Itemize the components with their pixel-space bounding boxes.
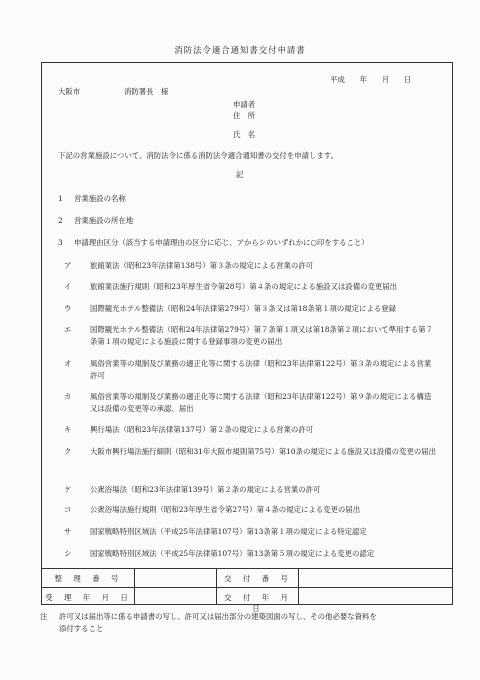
section-1-number: 1	[58, 194, 63, 203]
section-3-number: 3	[58, 238, 63, 247]
note-prefix: 注	[40, 612, 48, 621]
reason-key: ケ	[64, 485, 72, 494]
intro-text: 下記の営業施設について、消防法令に係る消防法令適合通知書の交付を申請します。	[58, 151, 338, 160]
reason-key: キ	[64, 425, 72, 434]
recipient-city: 大阪市	[58, 87, 81, 96]
reason-key: コ	[64, 505, 72, 514]
reason-text: 国際観光ホテル整備法（昭和24年法律第279号）第３条又は第18条第１項の規定による登録	[90, 304, 397, 313]
ki-heading: 記	[236, 170, 244, 179]
received-date-label: 受 理 年 月 日	[45, 593, 130, 602]
section-3-label: 申請理由区分（該当する申請理由の区分に応じ、アからシのいずれかに○印をすること）	[74, 238, 369, 247]
note-line-2: 添付すること	[59, 624, 104, 633]
reason-key: ア	[64, 261, 72, 270]
reason-text: 風俗営業等の規制及び業務の適正化等に関する法律（昭和23年法律第122号）第３条の規定による営業許可	[90, 359, 432, 380]
reason-text: 旅館業法施行規則（昭和23年厚生省令第28号）第４条の規定による施設又は設備の変更届出	[90, 282, 398, 291]
reason-text: 風俗営業等の規制及び業務の適正化等に関する法律（昭和23年法律第122号）第９条の規定による構造又は設備の変更等の承認、届出	[90, 392, 432, 413]
reason-text: 公衆浴場法施行規則（昭和23年厚生省令第27号）第４条の規定による変更の届出	[90, 505, 361, 514]
reason-text: 旅館業法（昭和23年法律第138号）第３条の規定による営業の許可	[90, 261, 314, 270]
address-label: 住 所	[233, 111, 256, 120]
reason-text: 国家戦略特別区域法（平成25年法律第107号）第13条第１項の規定による特定認定	[90, 527, 367, 536]
reason-key: エ	[64, 325, 72, 334]
reason-key: オ	[64, 359, 72, 368]
section-2-number: 2	[58, 216, 63, 225]
reason-text: 公衆浴場法（昭和23年法律第139号）第２条の規定による営業の許可	[90, 485, 321, 494]
name-label: 氏 名	[233, 130, 256, 139]
serial-number-value[interactable]	[134, 569, 216, 586]
reason-key: カ	[64, 392, 72, 401]
received-date-value[interactable]	[134, 588, 216, 604]
issued-date-label: 交 付 年 月 日	[224, 593, 300, 613]
reason-key: ウ	[64, 304, 72, 313]
applicant-label: 申請者	[233, 100, 256, 109]
reason-key: シ	[64, 549, 72, 558]
reason-key: サ	[64, 527, 72, 536]
reason-text: 国家戦略特別区域法（平成25年法律第107号）第13条第５項の規定による変更の認定	[90, 549, 375, 558]
recipient-chief: 消防署長 様	[124, 87, 169, 96]
reason-text: 国際観光ホテル整備法（昭和24年法律第279号）第７条第１項又は第18条第２項において準用する第７条第１項の規定による施設に関する登録事項の変更の届出	[90, 325, 433, 346]
reason-text: 大阪市興行場法施行細則（昭和31年大阪市規則第75号）第10条の規定による施設又は設備の変更の届出	[90, 447, 437, 456]
reason-key: イ	[64, 282, 72, 291]
address-field[interactable]	[300, 111, 440, 120]
serial-number-label: 整 理 番 号	[54, 574, 121, 583]
issue-number-label: 交 付 番 号	[224, 574, 290, 583]
date-line[interactable]: 平成 年 月 日	[330, 75, 412, 84]
name-field[interactable]	[300, 130, 440, 139]
document-title: 消防法令適合通知書交付申請書	[174, 45, 306, 55]
issue-number-value[interactable]	[298, 569, 453, 586]
section-2-label: 営業施設の所在地	[74, 216, 134, 225]
issued-date-value[interactable]	[298, 588, 453, 604]
reason-key: ク	[64, 447, 72, 456]
section-1-label: 営業施設の名称	[74, 194, 126, 203]
note-line-1: 許可又は届出等に係る申請書の写し、許可又は届出部分の建築図面の写し、その他必要な資料を	[59, 612, 377, 621]
reason-text: 興行場法（昭和23年法律第137号）第２条の規定による営業の許可	[90, 425, 314, 434]
